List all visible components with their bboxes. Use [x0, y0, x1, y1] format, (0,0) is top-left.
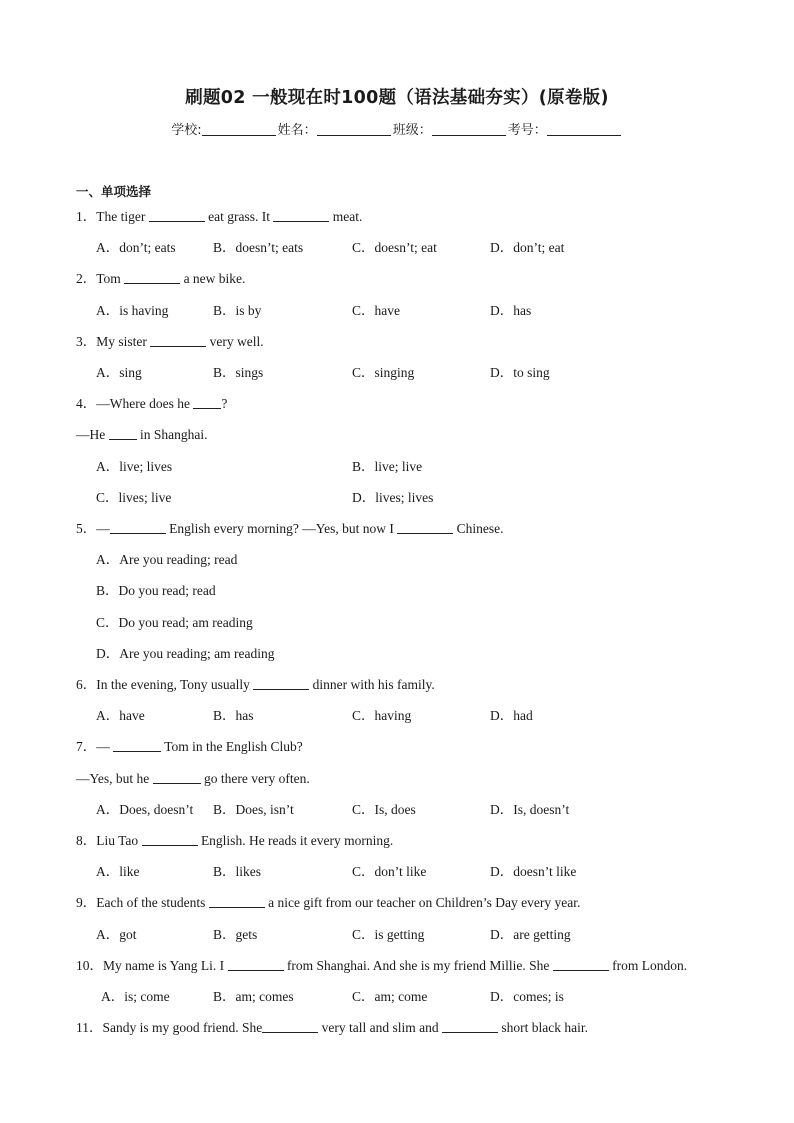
question-number: 3． [76, 334, 97, 349]
answer-blank[interactable] [113, 739, 161, 752]
exam-no-blank[interactable] [547, 122, 621, 136]
option-c[interactable]: C．am; come [352, 989, 428, 1004]
answer-blank[interactable] [153, 771, 201, 784]
question-text: go there very often. [200, 771, 310, 786]
answer-blank[interactable] [209, 895, 265, 908]
answer-blank[interactable] [149, 209, 205, 222]
answer-blank[interactable] [442, 1020, 498, 1033]
question-text: meat. [329, 209, 363, 224]
question-text: very well. [206, 334, 264, 349]
question-text: Sandy is my good friend. She [102, 1020, 263, 1035]
question-number: 6． [76, 677, 97, 692]
question-text: a nice gift from our teacher on Children’s Day every year. [264, 895, 581, 910]
question-text: — [96, 521, 110, 536]
option-b[interactable]: B．is by [213, 303, 262, 318]
question-text: —Yes, but he [76, 771, 153, 786]
question-text: My name is Yang Li. I [103, 958, 228, 973]
answer-blank[interactable] [124, 271, 180, 284]
question-text: My sister [96, 334, 151, 349]
option-c[interactable]: C．is getting [352, 927, 425, 942]
question-11 [76, 1020, 588, 1036]
question-text: very tall and slim and [318, 1020, 442, 1035]
option-b[interactable]: B．gets [213, 927, 258, 942]
question-text: English every morning? —Yes, but now I [165, 521, 398, 536]
option-d[interactable]: D．comes; is [490, 989, 564, 1004]
option-c[interactable]: C．singing [352, 365, 415, 380]
question-text: In the evening, Tony usually [96, 677, 254, 692]
option-a[interactable]: A．like [96, 864, 140, 879]
question-5 [76, 521, 503, 537]
answer-blank[interactable] [109, 427, 137, 440]
option-a[interactable]: A．is having [96, 303, 169, 318]
question-number: 5． [76, 521, 97, 536]
option-b[interactable]: B．has [213, 708, 254, 723]
question-text: —He [76, 427, 109, 442]
name-label: 姓名： [277, 123, 317, 138]
question-number: 1． [76, 209, 97, 224]
option-d[interactable]: D．had [490, 708, 533, 723]
question-number: 11． [76, 1020, 103, 1035]
question-text: eat grass. It [204, 209, 274, 224]
question-text: English. He reads it every morning. [197, 833, 394, 848]
answer-blank[interactable] [110, 521, 166, 534]
question-text: dinner with his family. [309, 677, 435, 692]
option-d[interactable]: D．doesn’t like [490, 864, 577, 879]
question-text: Liu Tao [96, 833, 142, 848]
option-b[interactable]: B．am; comes [213, 989, 294, 1004]
student-info-line [0, 119, 794, 138]
question-text: The tiger [96, 209, 149, 224]
question-text: Tom [96, 271, 125, 286]
question-3 [76, 334, 264, 350]
question-text: — [96, 739, 114, 754]
option-b[interactable]: B．live; live [352, 459, 423, 474]
option-b[interactable]: B．doesn’t; eats [213, 240, 304, 255]
answer-blank[interactable] [397, 521, 453, 534]
section-title: 一、单项选择 [76, 184, 152, 199]
question-9 [76, 895, 580, 911]
question-2 [76, 271, 245, 287]
question-number: 9． [76, 895, 97, 910]
question-text: from London. [608, 958, 688, 973]
question-text: —Where does he [96, 396, 194, 411]
option-a[interactable]: A．Are you reading; read [96, 552, 238, 567]
question-text: in Shanghai. [136, 427, 208, 442]
question-7 [76, 739, 303, 755]
question-text: a new bike. [180, 271, 246, 286]
answer-blank[interactable] [193, 396, 221, 409]
option-a[interactable]: A．is; come [101, 989, 170, 1004]
option-d[interactable]: D．are getting [490, 927, 571, 942]
option-a[interactable]: A．sing [96, 365, 142, 380]
question-text: Tom in the English Club? [161, 739, 303, 754]
question-number: 2． [76, 271, 97, 286]
option-d[interactable]: D．Is, doesn’t [490, 802, 570, 817]
question-number: 4． [76, 396, 97, 411]
option-d[interactable]: D．don’t; eat [490, 240, 565, 255]
answer-blank[interactable] [150, 334, 206, 347]
option-c[interactable]: C．don’t like [352, 864, 427, 879]
option-d[interactable]: D．to sing [490, 365, 550, 380]
option-b[interactable]: B．sings [213, 365, 264, 380]
name-blank[interactable] [317, 122, 391, 136]
exam-no-label: 考号： [507, 123, 547, 138]
school-label: 学校: [171, 123, 202, 138]
question-7-reply [76, 771, 310, 787]
option-b[interactable]: B．likes [213, 864, 262, 879]
question-text: ? [221, 396, 228, 411]
option-c[interactable]: C．have [352, 303, 400, 318]
question-number: 10． [76, 958, 103, 973]
question-number: 7． [76, 739, 97, 754]
question-text: Each of the students [96, 895, 209, 910]
question-8 [76, 833, 393, 849]
option-d[interactable]: D．lives; lives [352, 490, 434, 505]
class-label: 班级： [392, 123, 432, 138]
question-text: short black hair. [497, 1020, 588, 1035]
answer-blank[interactable] [228, 958, 284, 971]
option-a[interactable]: A．live; lives [96, 459, 173, 474]
answer-blank[interactable] [273, 209, 329, 222]
question-10 [76, 958, 687, 974]
page-title: 刷题02 一般现在时100题（语法基础夯实）(原卷版) [185, 88, 609, 108]
question-number: 8． [76, 833, 97, 848]
answer-blank[interactable] [142, 833, 198, 846]
option-c[interactable]: C．doesn’t; eat [352, 240, 437, 255]
option-c[interactable]: C．Do you read; am reading [96, 615, 253, 630]
answer-blank[interactable] [553, 958, 609, 971]
option-c[interactable]: C．lives; live [96, 490, 172, 505]
question-6 [76, 677, 435, 693]
school-blank[interactable] [202, 122, 276, 136]
question-4-reply [76, 427, 208, 443]
option-b[interactable]: B．Do you read; read [96, 583, 216, 598]
option-a[interactable]: A．got [96, 927, 137, 942]
option-c[interactable]: C．having [352, 708, 412, 723]
option-a[interactable]: A．Does, doesn’t [96, 802, 194, 817]
question-text: Chinese. [453, 521, 504, 536]
answer-blank[interactable] [262, 1020, 318, 1033]
question-1 [76, 209, 362, 225]
option-a[interactable]: A．don’t; eats [96, 240, 176, 255]
option-a[interactable]: A．have [96, 708, 145, 723]
option-d[interactable]: D．Are you reading; am reading [96, 646, 275, 661]
question-text: from Shanghai. And she is my friend Millie. She [283, 958, 553, 973]
answer-blank[interactable] [253, 677, 309, 690]
question-4 [76, 396, 227, 412]
option-b[interactable]: B．Does, isn’t [213, 802, 294, 817]
option-d[interactable]: D．has [490, 303, 532, 318]
class-blank[interactable] [432, 122, 506, 136]
option-c[interactable]: C．Is, does [352, 802, 416, 817]
